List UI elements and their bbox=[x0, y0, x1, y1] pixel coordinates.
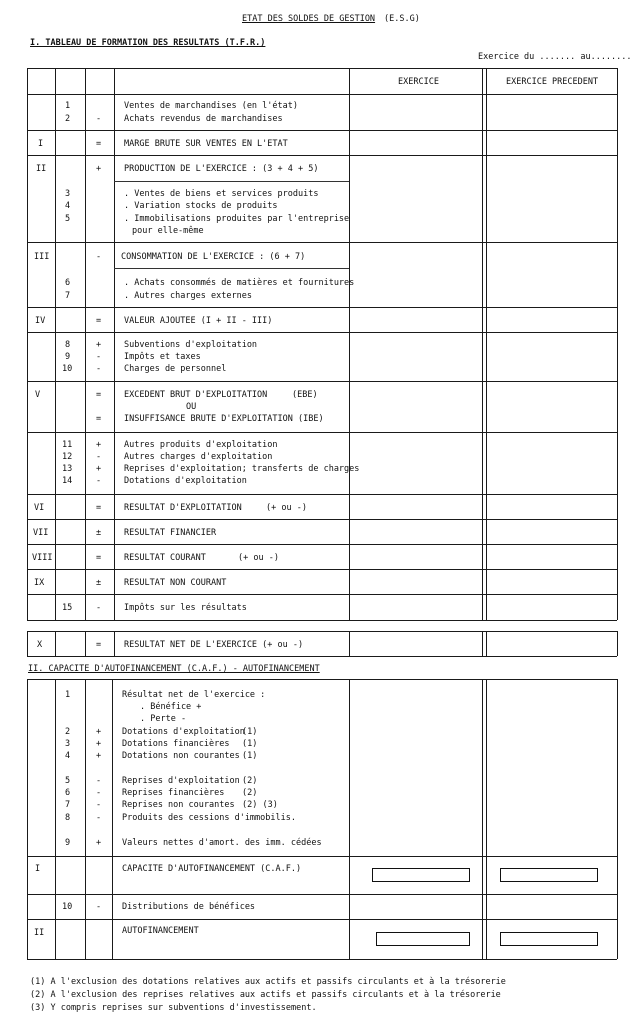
row-note: (2) bbox=[242, 776, 258, 786]
row-roman: IV bbox=[35, 316, 46, 326]
row-label: . Immobilisations produites par l'entreprise bbox=[124, 214, 350, 224]
row-note: (1) bbox=[242, 751, 258, 761]
row-num: 2 bbox=[65, 114, 71, 124]
row-sign: ± bbox=[96, 578, 102, 588]
row-roman: II bbox=[34, 928, 45, 938]
row-num: 1 bbox=[65, 690, 71, 700]
row-sign: - bbox=[96, 603, 102, 613]
row-label: . Ventes de biens et services produits bbox=[124, 189, 319, 199]
row-note: (2) bbox=[242, 788, 258, 798]
row-label: VALEUR AJOUTEE (I + II - III) bbox=[124, 316, 273, 326]
footnote-2: (2) A l'exclusion des reprises relatives aux actifs et passifs circulants et à la trésorerie bbox=[30, 990, 501, 1000]
row-label: Impôts et taxes bbox=[124, 352, 201, 362]
row-sub: . Bénéfice + bbox=[140, 702, 202, 712]
row-label: Charges de personnel bbox=[124, 364, 227, 374]
footnote-3: (3) Y compris reprises sur subventions d'investissement. bbox=[30, 1003, 317, 1013]
row-num: 8 bbox=[65, 813, 71, 823]
row-label: Résultat net de l'exercice : bbox=[122, 690, 266, 700]
row-sign: - bbox=[96, 813, 102, 823]
section-2-title: II. CAPACITE D'AUTOFINANCEMENT (C.A.F.) - AUTOFINANCEMENT bbox=[28, 664, 320, 674]
row-sign: = bbox=[96, 553, 102, 563]
row-label: Reprises financières bbox=[122, 788, 225, 798]
row-sign: - bbox=[96, 452, 102, 462]
row-label: RESULTAT NON COURANT bbox=[124, 578, 227, 588]
row-label: RESULTAT D'EXPLOITATION bbox=[124, 503, 242, 513]
section-1-title: I. TABLEAU DE FORMATION DES RESULTATS (T.F.R.) bbox=[30, 38, 266, 48]
row-abbr: (EBE) bbox=[292, 390, 318, 400]
row-label: MARGE BRUTE SUR VENTES EN L'ETAT bbox=[124, 139, 288, 149]
row-roman: X bbox=[37, 640, 43, 650]
row-sign: = bbox=[96, 640, 102, 650]
row-note: (2) (3) bbox=[242, 800, 278, 810]
row-label: CAPACITE D'AUTOFINANCEMENT (C.A.F.) bbox=[122, 864, 302, 874]
row-roman: I bbox=[38, 139, 44, 149]
row-label: AUTOFINANCEMENT bbox=[122, 926, 199, 936]
exercice-period: Exercice du ....... au........ bbox=[478, 52, 632, 62]
row-num: 5 bbox=[65, 214, 71, 224]
row-label: Distributions de bénéfices bbox=[122, 902, 256, 912]
row-note: (1) bbox=[242, 727, 258, 737]
row-num: 15 bbox=[62, 603, 73, 613]
document-title: ETAT DES SOLDES DE GESTION bbox=[242, 14, 376, 24]
row-label: Impôts sur les résultats bbox=[124, 603, 247, 613]
row-num: 12 bbox=[62, 452, 73, 462]
row-sign: = bbox=[96, 316, 102, 326]
row-sign: + bbox=[96, 164, 102, 174]
row-sign: = bbox=[96, 139, 102, 149]
document-abbr: (E.S.G) bbox=[384, 14, 420, 24]
row-num: 9 bbox=[65, 352, 71, 362]
row-label: Dotations d'exploitation bbox=[124, 476, 247, 486]
row-label: RESULTAT FINANCIER bbox=[124, 528, 217, 538]
autofinancement-exercice-field[interactable] bbox=[376, 932, 470, 946]
row-sign: ± bbox=[96, 528, 102, 538]
column-exercice: EXERCICE bbox=[398, 77, 439, 87]
row-num: 3 bbox=[65, 739, 71, 749]
row-label: Reprises non courantes bbox=[122, 800, 235, 810]
row-label: Valeurs nettes d'amort. des imm. cédées bbox=[122, 838, 322, 848]
row-sign: - bbox=[96, 352, 102, 362]
row-suffix: (+ ou -) bbox=[238, 553, 279, 563]
row-sign: = bbox=[96, 390, 102, 400]
row-label: RESULTAT NET DE L'EXERCICE (+ ou -) bbox=[124, 640, 304, 650]
row-label: Autres produits d'exploitation bbox=[124, 440, 278, 450]
row-num: 10 bbox=[62, 364, 73, 374]
row-num: 8 bbox=[65, 340, 71, 350]
row-label: . Autres charges externes bbox=[124, 291, 252, 301]
row-num: 6 bbox=[65, 278, 71, 288]
row-sign: + bbox=[96, 739, 102, 749]
row-or: OU bbox=[186, 402, 197, 412]
row-roman: III bbox=[34, 252, 50, 262]
row-suffix: (+ ou -) bbox=[266, 503, 307, 513]
row-label: . Variation stocks de produits bbox=[124, 201, 278, 211]
row-sign: - bbox=[96, 476, 102, 486]
row-num: 1 bbox=[65, 101, 71, 111]
row-sign: = bbox=[96, 503, 102, 513]
row-sign: - bbox=[96, 902, 102, 912]
row-label: Achats revendus de marchandises bbox=[124, 114, 283, 124]
row-sign: - bbox=[96, 788, 102, 798]
row-label: Dotations d'exploitation bbox=[122, 727, 245, 737]
row-num: 4 bbox=[65, 201, 71, 211]
row-roman: VIII bbox=[32, 553, 53, 563]
row-sign: + bbox=[96, 464, 102, 474]
row-label: Dotations non courantes bbox=[122, 751, 240, 761]
row-label: Autres charges d'exploitation bbox=[124, 452, 273, 462]
row-roman: I bbox=[35, 864, 41, 874]
row-num: 4 bbox=[65, 751, 71, 761]
row-sign: = bbox=[96, 414, 102, 424]
row-num: 9 bbox=[65, 838, 71, 848]
row-num: 7 bbox=[65, 800, 71, 810]
row-sign: + bbox=[96, 751, 102, 761]
row-note: (1) bbox=[242, 739, 258, 749]
row-num: 3 bbox=[65, 189, 71, 199]
footnote-1: (1) A l'exclusion des dotations relatives aux actifs et passifs circulants et à la trésorerie bbox=[30, 977, 506, 987]
row-label: INSUFFISANCE BRUTE D'EXPLOITATION (IBE) bbox=[124, 414, 324, 424]
row-label: EXCEDENT BRUT D'EXPLOITATION bbox=[124, 390, 268, 400]
row-num: 2 bbox=[65, 727, 71, 737]
row-label: Produits des cessions d'immobilis. bbox=[122, 813, 296, 823]
row-roman: VI bbox=[34, 503, 45, 513]
autofinancement-precedent-field[interactable] bbox=[500, 932, 598, 946]
row-label: CONSOMMATION DE L'EXERCICE : (6 + 7) bbox=[121, 252, 306, 262]
row-roman: IX bbox=[34, 578, 45, 588]
row-num: 6 bbox=[65, 788, 71, 798]
row-sign: + bbox=[96, 440, 102, 450]
row-roman: VII bbox=[33, 528, 49, 538]
row-sign: - bbox=[96, 776, 102, 786]
row-sign: + bbox=[96, 838, 102, 848]
row-label: PRODUCTION DE L'EXERCICE : (3 + 4 + 5) bbox=[124, 164, 319, 174]
row-label: Ventes de marchandises (en l'état) bbox=[124, 101, 298, 111]
row-label: Subventions d'exploitation bbox=[124, 340, 258, 350]
row-label: Reprises d'exploitation bbox=[122, 776, 240, 786]
row-sign: - bbox=[96, 252, 102, 262]
row-label: Reprises d'exploitation; transferts de charges bbox=[124, 464, 360, 474]
row-sub: . Perte - bbox=[140, 714, 187, 724]
row-num: 5 bbox=[65, 776, 71, 786]
row-sign: + bbox=[96, 340, 102, 350]
row-sign: - bbox=[96, 114, 102, 124]
row-label: RESULTAT COURANT bbox=[124, 553, 206, 563]
caf-precedent-field[interactable] bbox=[500, 868, 598, 882]
row-label: . Achats consommés de matières et fournitures bbox=[124, 278, 355, 288]
row-num: 11 bbox=[62, 440, 73, 450]
row-num: 14 bbox=[62, 476, 73, 486]
row-num: 7 bbox=[65, 291, 71, 301]
row-sign: - bbox=[96, 364, 102, 374]
row-sign: + bbox=[96, 727, 102, 737]
row-num: 10 bbox=[62, 902, 73, 912]
row-sign: - bbox=[96, 800, 102, 810]
row-num: 13 bbox=[62, 464, 73, 474]
row-label: Dotations financières bbox=[122, 739, 230, 749]
column-exercice-precedent: EXERCICE PRECEDENT bbox=[506, 77, 599, 87]
row-roman: II bbox=[36, 164, 47, 174]
row-roman: V bbox=[35, 390, 41, 400]
row-label-cont: pour elle-même bbox=[132, 226, 204, 236]
caf-exercice-field[interactable] bbox=[372, 868, 470, 882]
